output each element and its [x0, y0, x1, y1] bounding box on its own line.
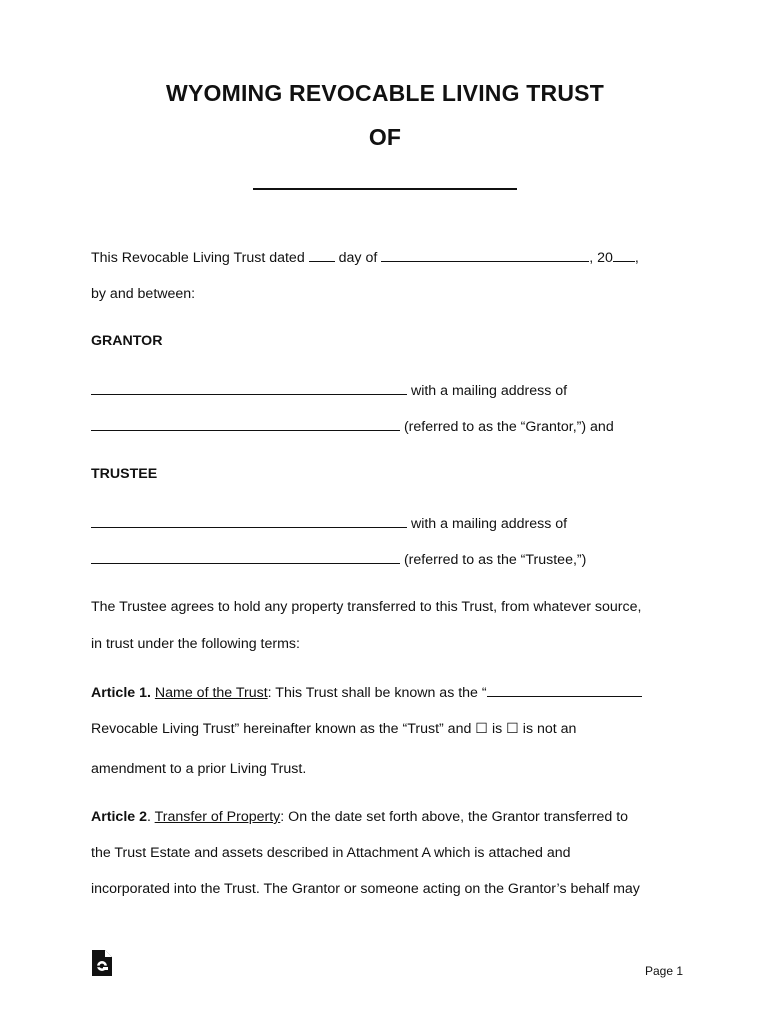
grantor-heading: GRANTOR [91, 333, 163, 349]
trust-name-blank[interactable] [253, 188, 517, 190]
year-blank[interactable] [613, 249, 635, 262]
article2-line-2: the Trust Estate and assets described in Attachment A which is attached and [91, 845, 571, 861]
article2-line-1: Article 2. Transfer of Property: On the date set forth above, the Grantor transferred to [91, 809, 629, 825]
trustee-heading: TRUSTEE [91, 466, 158, 482]
grantor-address-blank[interactable] [91, 418, 400, 431]
article1-line-2: Revocable Living Trust” hereinafter known as the “Trust” and ☐ is ☐ is not an [91, 721, 577, 737]
month-blank[interactable] [381, 249, 589, 262]
grantor-name-row: with a mailing address of [91, 382, 567, 399]
agreement-line-2: in trust under the following terms: [91, 636, 300, 652]
intro-line-2: by and between: [91, 286, 196, 302]
trustee-address-blank[interactable] [91, 551, 400, 564]
trustee-address-row: (referred to as the “Trustee,”) [91, 551, 586, 568]
grantor-name-blank[interactable] [91, 382, 407, 395]
document-title-of: OF [368, 124, 402, 150]
agreement-line-1: The Trustee agrees to hold any property transferred to this Trust, from whatever source, [91, 599, 642, 615]
article2-heading: Transfer of Property [154, 809, 281, 825]
page-number: Page 1 [645, 964, 684, 978]
trustee-name-row: with a mailing address of [91, 515, 567, 532]
eforms-logo-icon [92, 950, 112, 976]
day-blank[interactable] [309, 249, 335, 262]
intro-line-1: This Revocable Living Trust dated day of , 20 , [91, 250, 639, 266]
article1-line-1: Article 1. Name of the Trust: This Trust shall be known as the “ [91, 684, 642, 701]
trustee-name-blank[interactable] [91, 515, 407, 528]
article1-line-3: amendment to a prior Living Trust. [91, 761, 307, 777]
grantor-address-row: (referred to as the “Grantor,”) and [91, 418, 614, 435]
trust-title-blank[interactable] [487, 684, 642, 697]
article1-heading: Name of the Trust [154, 685, 268, 701]
document-title: WYOMING REVOCABLE LIVING TRUST [166, 80, 604, 106]
article2-line-3: incorporated into the Trust. The Grantor or someone acting on the Grantor’s behalf may [91, 881, 640, 897]
